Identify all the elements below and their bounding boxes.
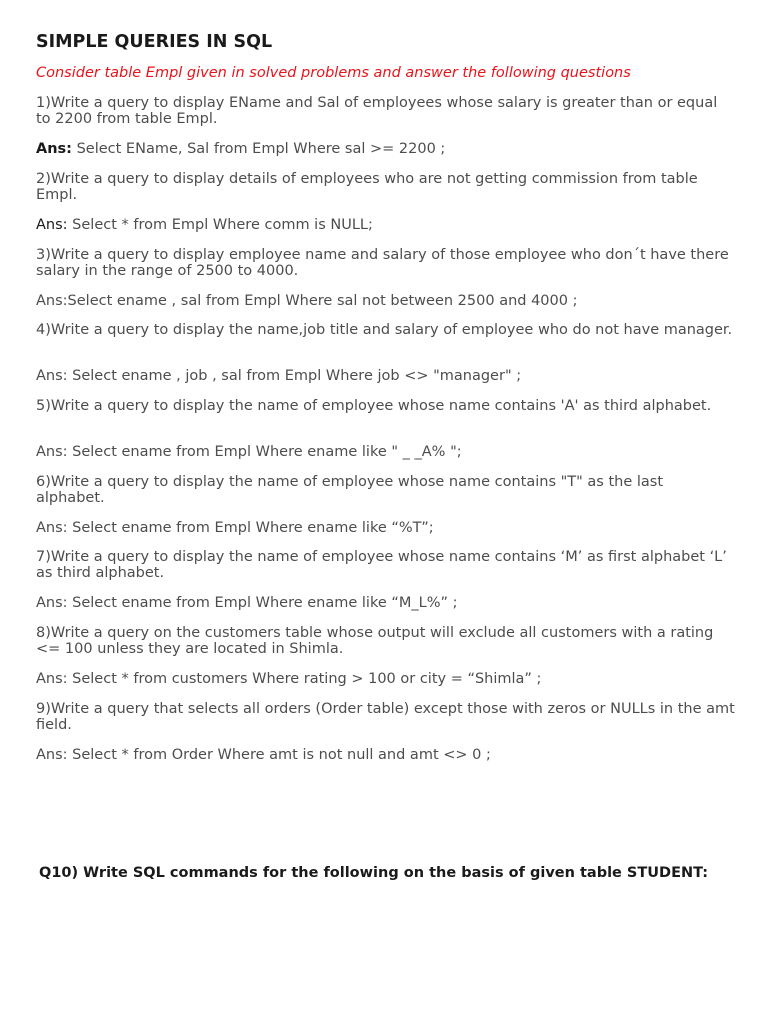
question-8: 8)Write a query on the customers table whose output will exclude all customers with a rating <= 100 unless they are located in Shimla. (36, 625, 714, 657)
answer-label: Ans: (36, 217, 68, 233)
answer-4: Ans: Select ename , job , sal from Empl Where job <> "manager" ; (36, 368, 522, 384)
answer-3: Ans:Select ename , sal from Empl Where sal not between 2500 and 4000 ; (36, 293, 578, 309)
answer-5: Ans: Select ename from Empl Where ename like " _ _A% "; (36, 444, 462, 460)
question-10-heading: Q10) Write SQL commands for the following on the basis of given table STUDENT: (39, 865, 709, 881)
page-title: SIMPLE QUERIES IN SQL (36, 32, 273, 52)
question-4: 4)Write a query to display the name,job title and salary of employee who do not have manager. (36, 322, 733, 338)
question-6: 6)Write a query to display the name of employee whose name contains "T" as the last alphabet. (36, 474, 664, 506)
question-2: 2)Write a query to display details of employees who are not getting commission from table Empl. (36, 171, 698, 203)
answer-text: Select * from Empl Where comm is NULL; (67, 217, 373, 233)
document-page (36, 30, 736, 82)
answer-6: Ans: Select ename from Empl Where ename like “%T”; (36, 520, 434, 536)
question-1: 1)Write a query to display EName and Sal of employees whose salary is greater than or equal to 2200 from table Empl. (36, 95, 718, 127)
question-3: 3)Write a query to display employee name and salary of those employee who don´t have there salary in the range of 2500 to 4000. (36, 247, 729, 279)
answer-1 (36, 142, 736, 158)
answer-text: Select EName, Sal from Empl Where sal >= 2200 ; (71, 141, 446, 157)
question-5: 5)Write a query to display the name of employee whose name contains 'A' as third alphabet. (36, 398, 712, 414)
answer-9: Ans: Select * from Order Where amt is not null and amt <> 0 ; (36, 747, 491, 763)
answer-8: Ans: Select * from customers Where rating > 100 or city = “Shimla” ; (36, 671, 542, 687)
answer-2 (36, 218, 736, 234)
page-subtitle: Consider table Empl given in solved problems and answer the following questions (36, 65, 631, 81)
answer-7: Ans: Select ename from Empl Where ename like “M_L%” ; (36, 595, 458, 611)
question-9: 9)Write a query that selects all orders (Order table) except those with zeros or NULLs in the amt field. (36, 701, 735, 733)
answer-label: Ans: (36, 141, 72, 157)
question-7: 7)Write a query to display the name of employee whose name contains ‘M’ as first alphabet ‘L’ as third alphabet. (36, 549, 727, 581)
